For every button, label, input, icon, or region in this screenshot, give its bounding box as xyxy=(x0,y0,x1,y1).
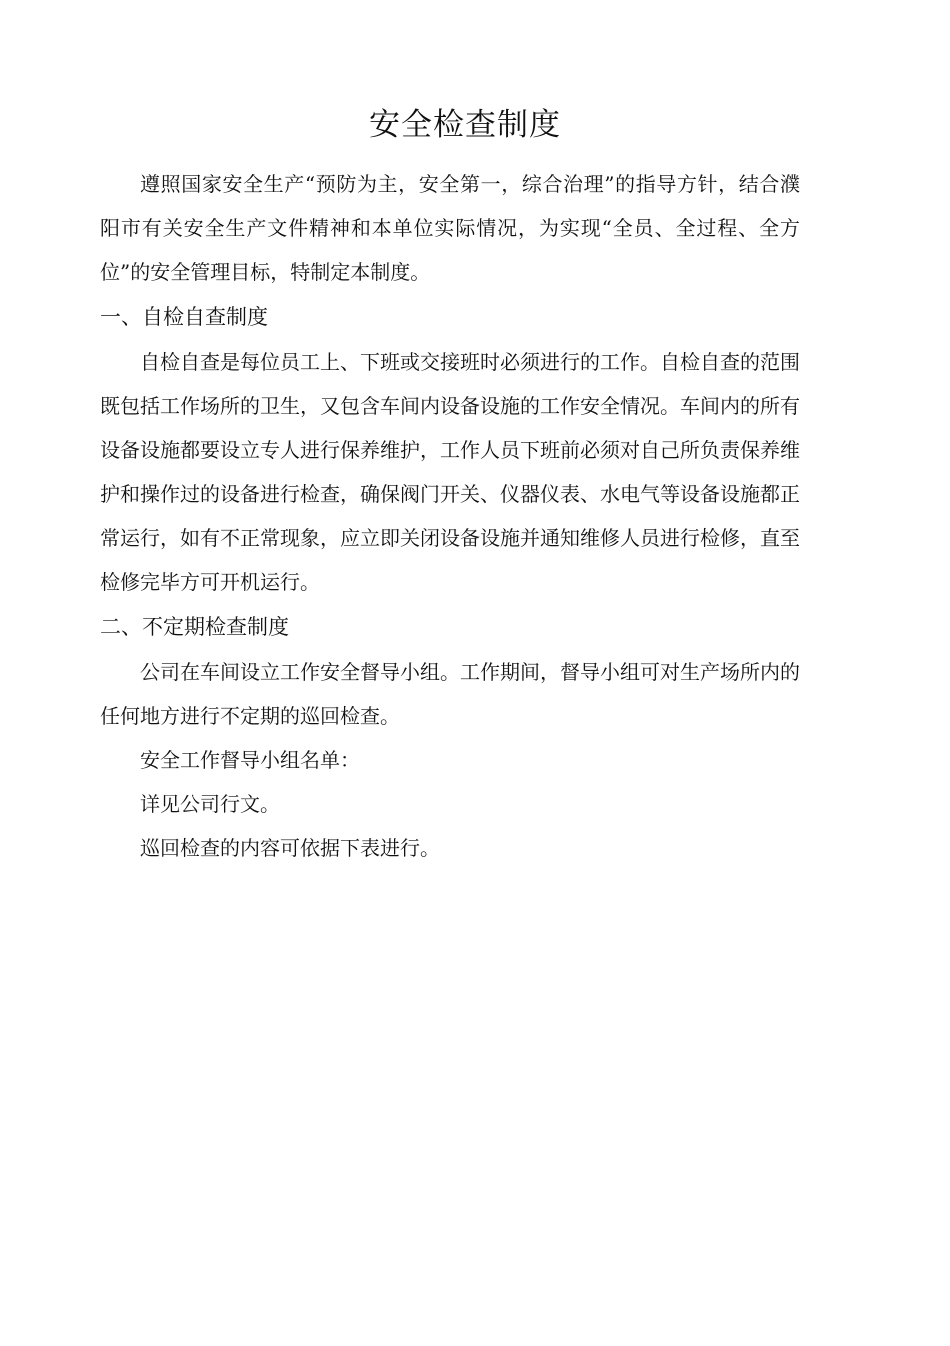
self-inspection-paragraph: 自检自查是每位员工上、下班或交接班时必须进行的工作。自检自查的范围既包括工作场所的卫生，又包含车间内设备设施的工作安全情况。车间内的所有设备设施都要设立专人进行保养维护，工作人员下班前必须对自己所负责保养维护和操作过的设备进行检查，确保阀门开关、仪器仪表、水电气等设备设施都正常运行，如有不正常现象，应立即关闭设备设施并通知维修人员进行检修，直至检修完毕方可开机运行。 xyxy=(100,350,800,594)
supervision-group-list-label: 安全工作督导小组名单： xyxy=(140,748,360,772)
irregular-inspection-paragraph: 公司在车间设立工作安全督导小组。工作期间，督导小组可对生产场所内的任何地方进行不定期的巡回检查。 xyxy=(100,660,800,728)
inspection-content-note: 巡回检查的内容可依据下表进行。 xyxy=(140,836,440,860)
document-title: 安全检查制度 xyxy=(369,107,561,143)
supervision-group-reference: 详见公司行文。 xyxy=(140,792,280,816)
section-heading-irregular-inspection: 二、不定期检查制度 xyxy=(100,615,289,639)
intro-paragraph: 遵照国家安全生产“预防为主，安全第一，综合治理”的指导方针，结合濮阳市有关安全生产文件精神和本单位实际情况，为实现“全员、全过程、全方位”的安全管理目标，特制定本制度。 xyxy=(100,172,800,284)
section-heading-self-inspection: 一、自检自查制度 xyxy=(100,305,268,329)
